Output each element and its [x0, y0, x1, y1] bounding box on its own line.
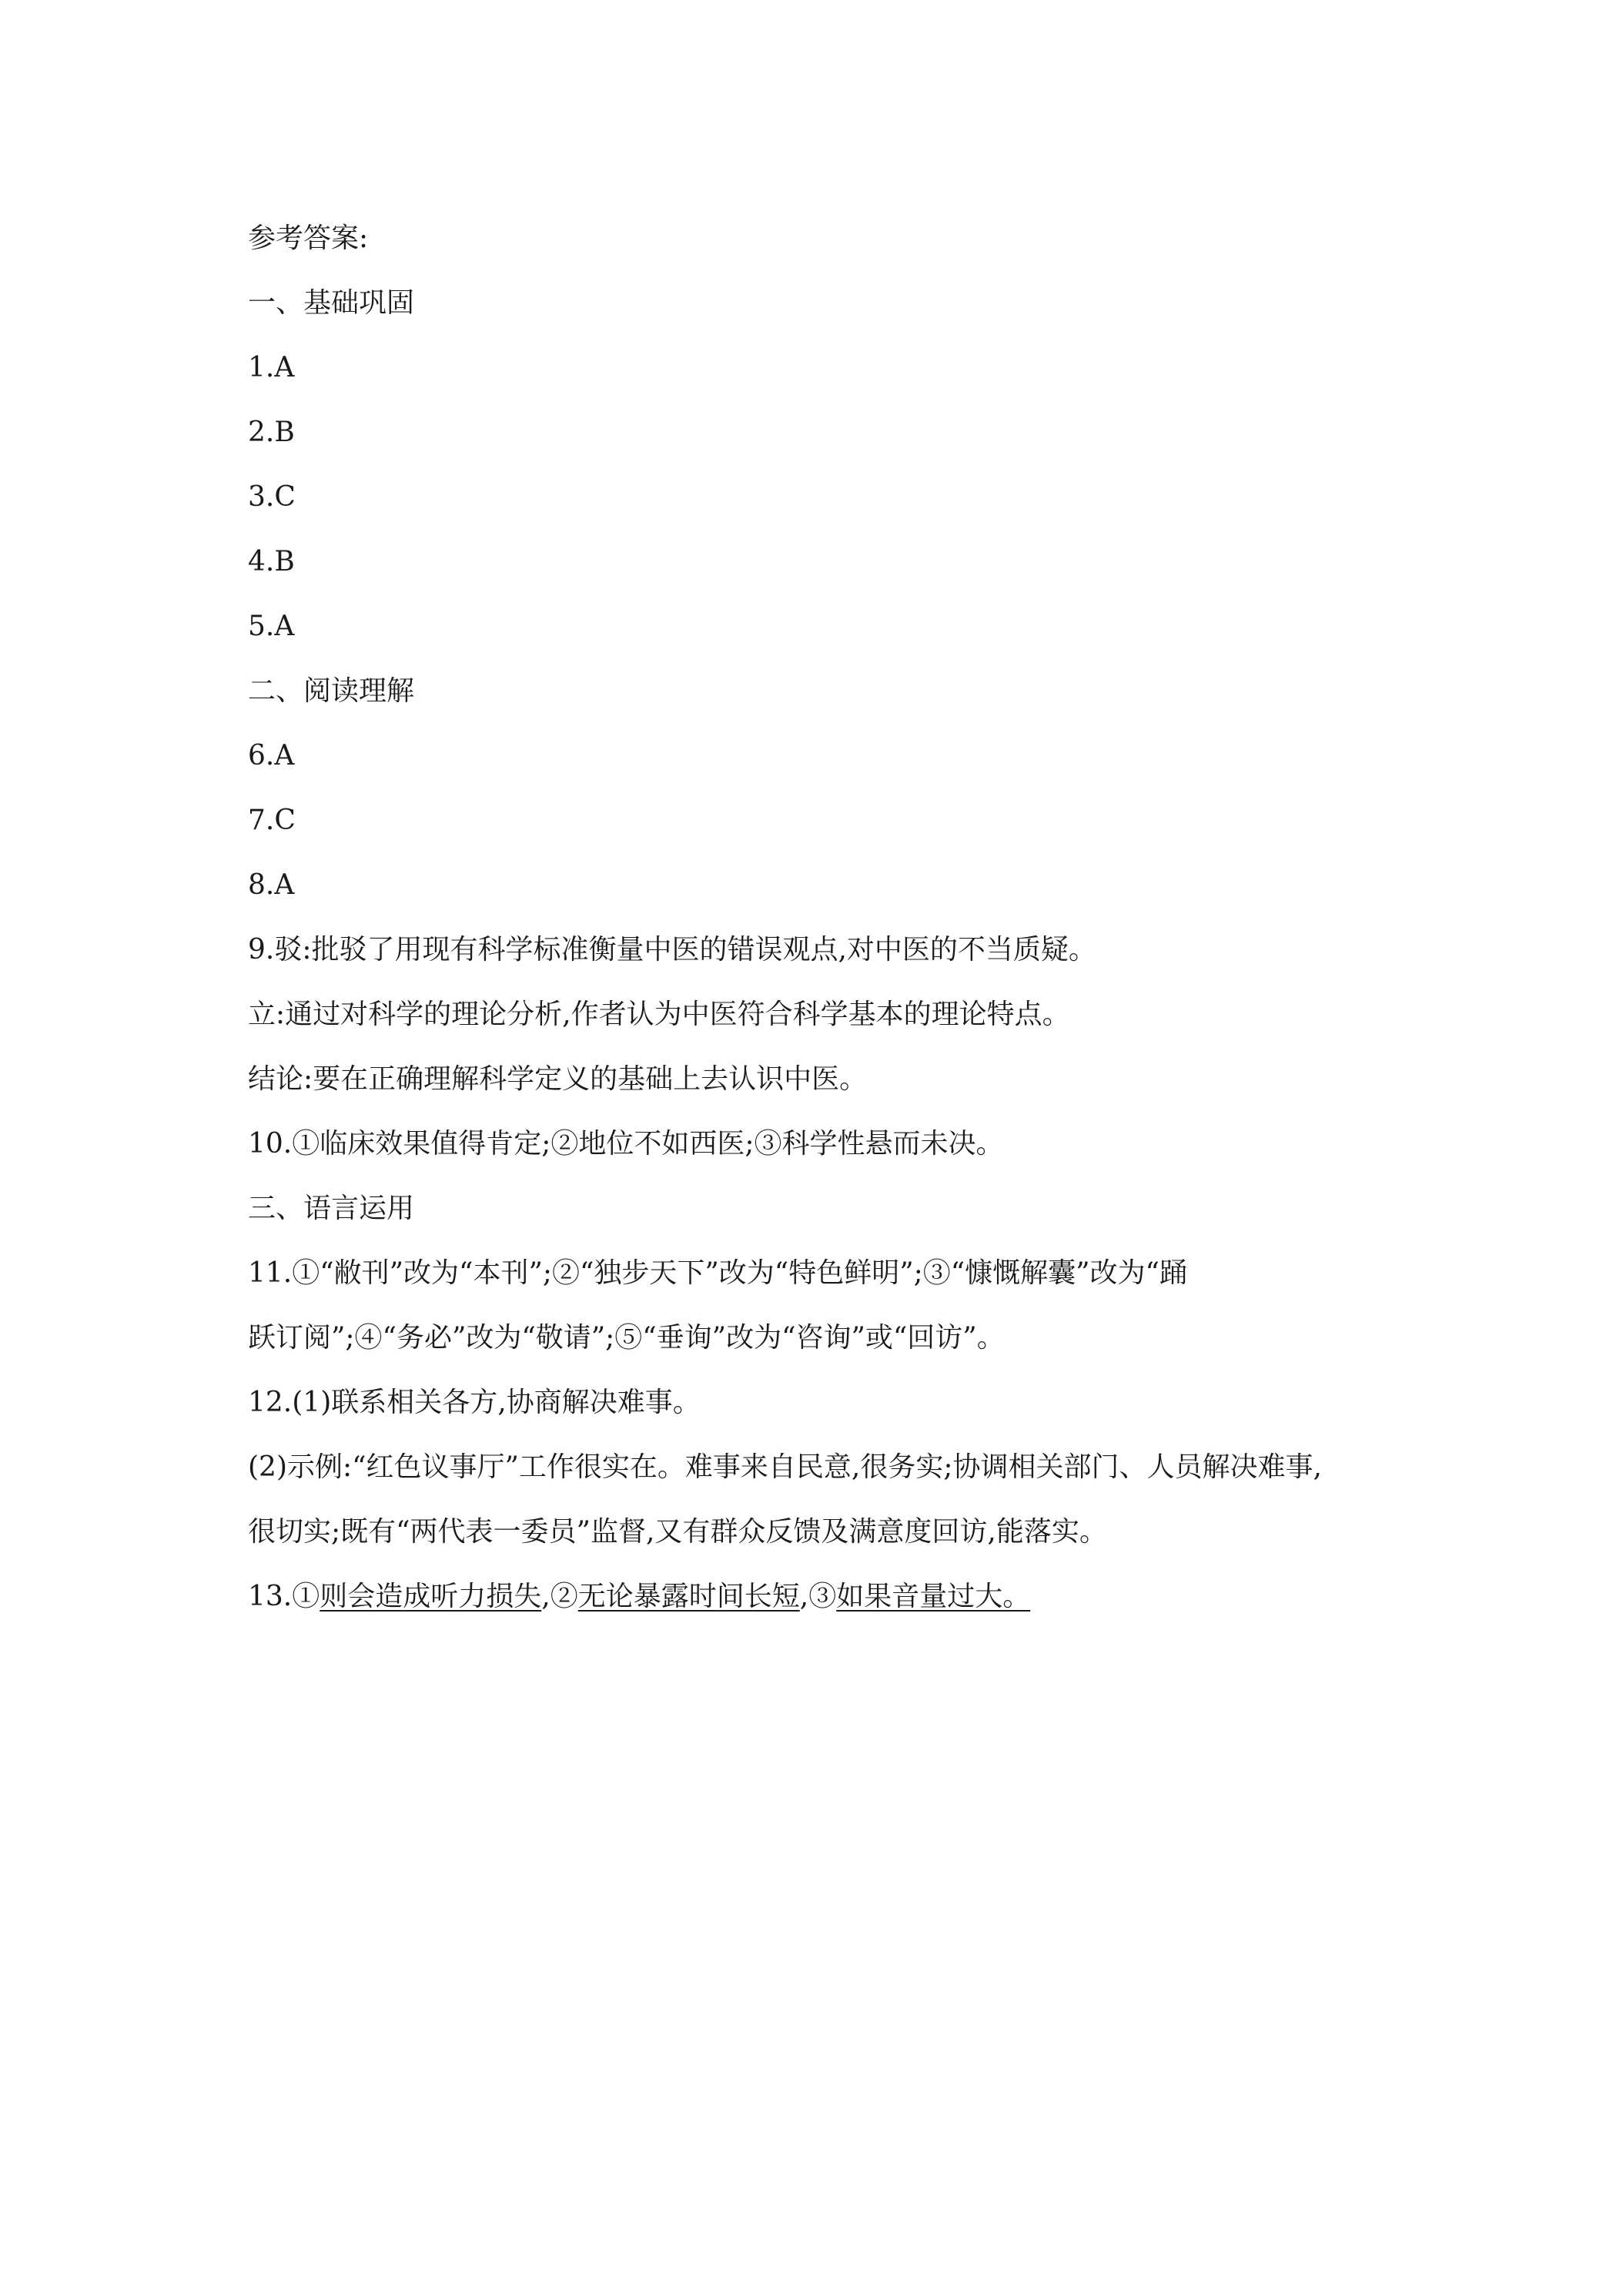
answer-1: 1.A — [248, 352, 295, 383]
answer-12-line-2: (2)示例:“红色议事厅”工作很实在。难事来自民意,很务实;协调相关部门、人员解决难事, — [248, 1451, 1322, 1483]
answer-11-line-2: 跃订阅”;④“务必”改为“敬请”;⑤“垂询”改为“咨询”或“回访”。 — [248, 1322, 1005, 1354]
answer-13-separator-2: ,③ — [799, 1581, 837, 1612]
section-heading-reading: 二、阅读理解 — [248, 675, 415, 707]
answer-content — [248, 206, 1403, 1629]
answer-13-part-3: 如果音量过大。 — [836, 1581, 1031, 1612]
answer-3: 3.C — [248, 481, 296, 513]
section-heading-basic: 一、基础巩固 — [248, 287, 415, 319]
section-heading-language: 三、语言运用 — [248, 1193, 415, 1224]
answer-13 — [248, 1565, 1403, 1629]
answer-12-line-1: 12.(1)联系相关各方,协商解决难事。 — [248, 1387, 701, 1418]
answer-12-line-3: 很切实;既有“两代表一委员”监督,又有群众反馈及满意度回访,能落实。 — [248, 1516, 1107, 1548]
answer-13-part-2: 无论暴露时间长短 — [577, 1581, 800, 1612]
answer-5: 5.A — [248, 611, 295, 642]
answer-9-establish: 立:通过对科学的理论分析,作者认为中医符合科学基本的理论特点。 — [248, 999, 1070, 1030]
answer-7: 7.C — [248, 805, 296, 836]
answer-11-line-1: 11.①“敝刊”改为“本刊”;②“独步天下”改为“特色鲜明”;③“慷慨解囊”改为“踊 — [248, 1257, 1187, 1289]
answer-13-prefix: 13.① — [248, 1581, 320, 1612]
answer-8: 8.A — [248, 869, 295, 901]
answer-13-separator-1: ,② — [541, 1581, 578, 1612]
page-title: 参考答案: — [248, 223, 369, 254]
answer-2: 2.B — [248, 417, 295, 448]
answer-10: 10.①临床效果值得肯定;②地位不如西医;③科学性悬而未决。 — [248, 1128, 1004, 1160]
answer-4: 4.B — [248, 546, 295, 577]
answer-9-refute: 9.驳:批驳了用现有科学标准衡量中医的错误观点,对中医的不当质疑。 — [248, 934, 1096, 966]
answer-6: 6.A — [248, 740, 295, 771]
answer-13-part-1: 则会造成听力损失 — [320, 1581, 542, 1612]
answer-9-conclusion: 结论:要在正确理解科学定义的基础上去认识中医。 — [248, 1063, 868, 1095]
